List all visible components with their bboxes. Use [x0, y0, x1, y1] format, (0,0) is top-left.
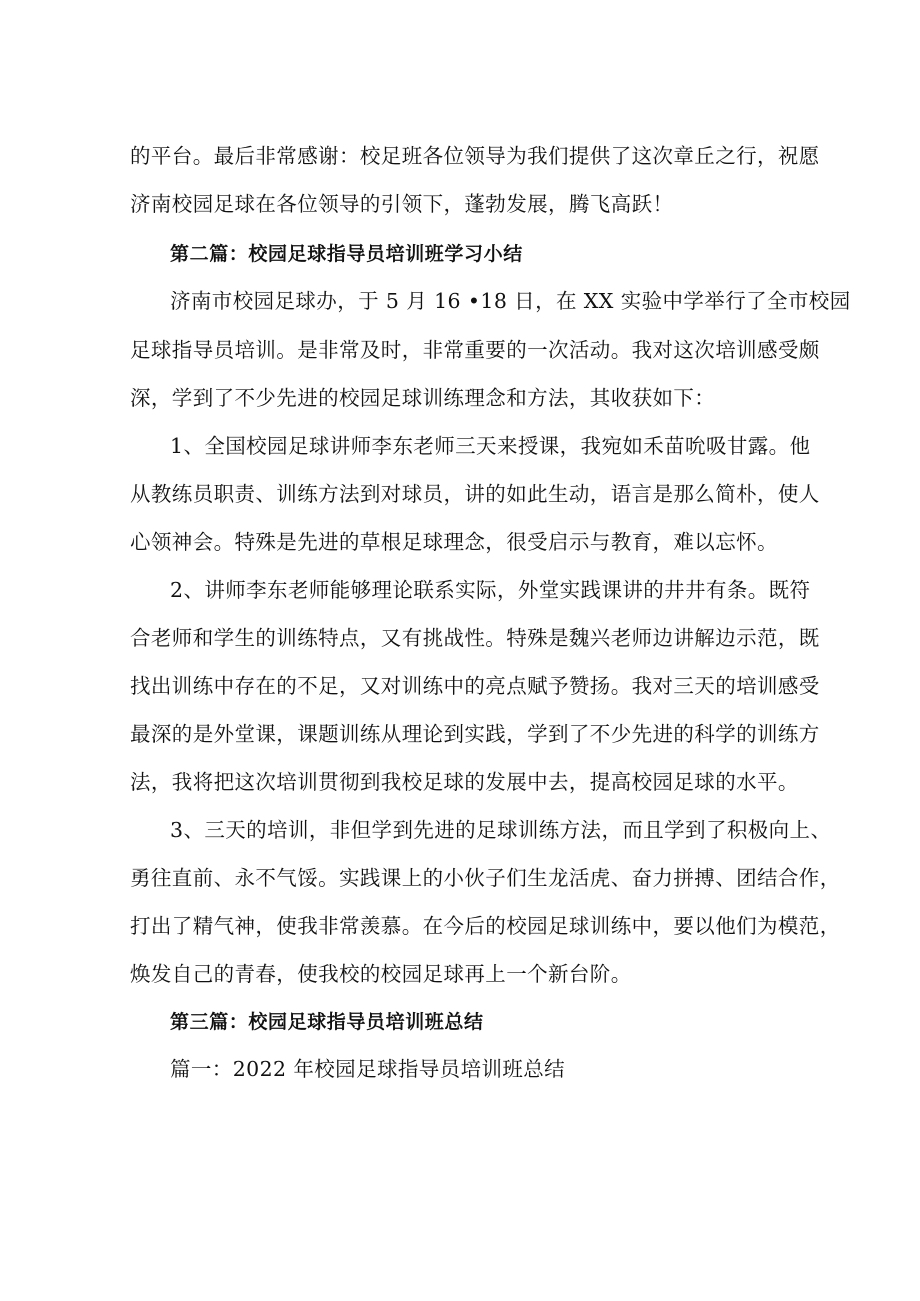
paragraph-line: 济南市校园足球办，于 5 月 16 •18 日，在 XX 实验中学举行了全市校园: [170, 289, 851, 313]
paragraph-line: 从教练员职责、训练方法到对球员，讲的如此生动，语言是那么简朴，使人: [130, 482, 820, 506]
paragraph-line: 深，学到了不少先进的校园足球训练理念和方法，其收获如下：: [130, 386, 716, 410]
paragraph-line: 的平台。最后非常感谢：校足班各位领导为我们提供了这次章丘之行，祝愿: [130, 144, 820, 168]
subheading: 篇一：2022 年校园足球指导员培训班总结: [170, 1057, 566, 1081]
paragraph-line: 打出了精气神，使我非常羡慕。在今后的校园足球训练中，要以他们为模范，: [130, 914, 841, 938]
section-heading-3: 第三篇：校园足球指导员培训班总结: [170, 1011, 484, 1033]
paragraph-line: 3、三天的培训，非但学到先进的足球训练方法，而且学到了积极向上、: [170, 818, 832, 842]
section-heading-2: 第二篇：校园足球指导员培训班学习小结: [170, 243, 523, 265]
paragraph-line: 心领神会。特殊是先进的草根足球理念，很受启示与教育，难以忘怀。: [130, 530, 778, 554]
paragraph-line: 1、全国校园足球讲师李东老师三天来授课，我宛如禾苗吮吸甘露。他: [170, 434, 811, 458]
paragraph-line: 勇往直前、永不气馁。实践课上的小伙子们生龙活虎、奋力拼搏、团结合作，: [130, 866, 841, 890]
paragraph-line: 足球指导员培训。是非常及时，非常重要的一次活动。我对这次培训感受颇: [130, 338, 820, 362]
paragraph-line: 法，我将把这次培训贯彻到我校足球的发展中去，提高校园足球的水平。: [130, 770, 799, 794]
paragraph-line: 2、讲师李东老师能够理论联系实际，外堂实践课讲的井井有条。既符: [170, 578, 811, 602]
paragraph-line: 找出训练中存在的不足，又对训练中的亮点赋予赞扬。我对三天的培训感受: [130, 674, 820, 698]
paragraph-line: 济南校园足球在各位领导的引领下，蓬勃发展，腾飞高跃！: [130, 192, 674, 216]
paragraph-line: 最深的是外堂课，课题训练从理论到实践，学到了不少先进的科学的训练方: [130, 722, 820, 746]
paragraph-line: 合老师和学生的训练特点，又有挑战性。特殊是魏兴老师边讲解边示范，既: [130, 626, 820, 650]
paragraph-line: 焕发自己的青春，使我校的校园足球再上一个新台阶。: [130, 962, 632, 986]
